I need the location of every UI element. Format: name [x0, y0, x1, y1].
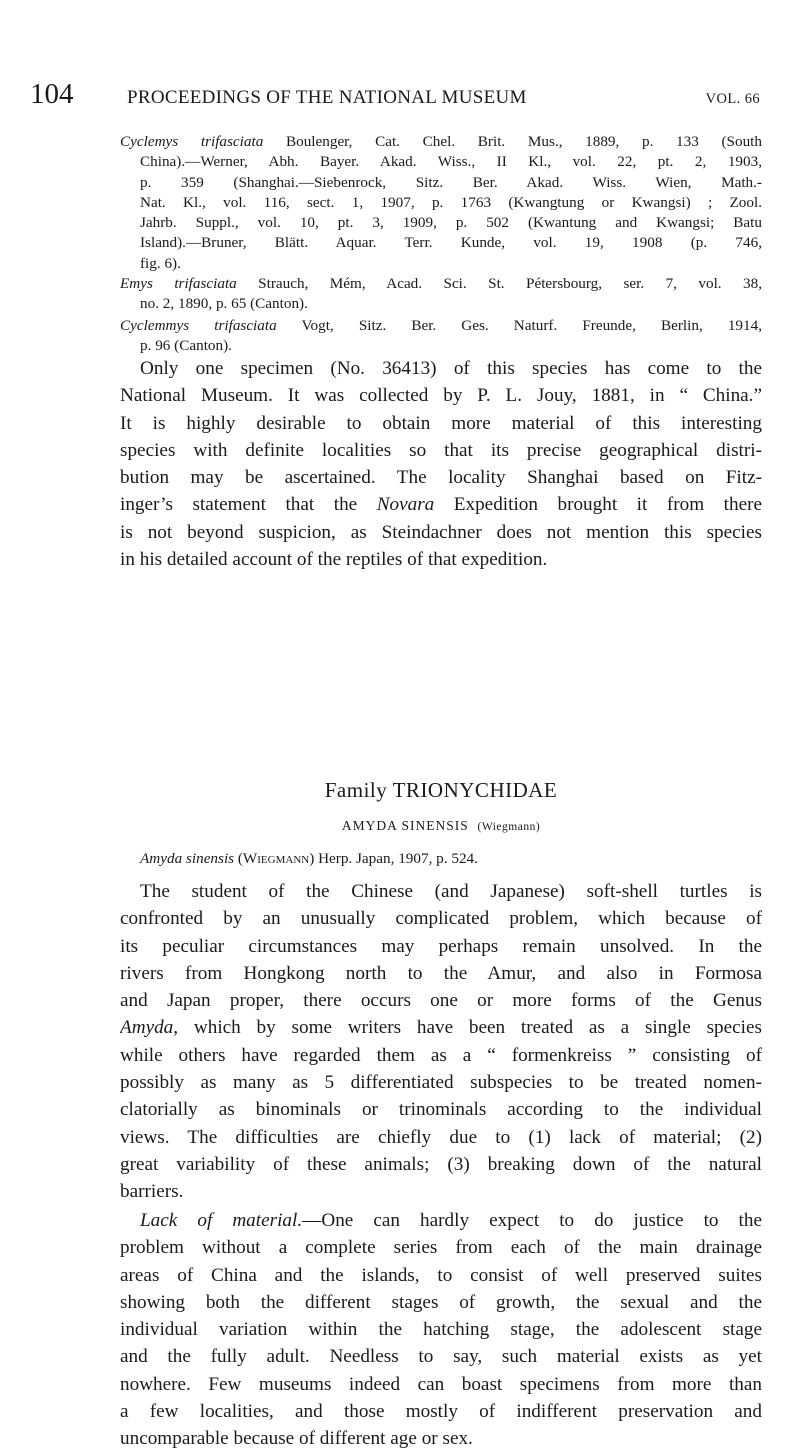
text-line: clatorially as binominals or trinominals according to the individual	[120, 1099, 762, 1121]
text-line: its peculiar circumstances may perhaps remain unsolved. In the	[120, 935, 762, 957]
synonymy-line: Nat. Kl., vol. 116, sect. 1, 1907, p. 1763 (Kwangtung or Kwangsi) ; Zool.	[140, 193, 762, 211]
synonymy-line: Island).—Bruner, Blätt. Aquar. Terr. Kunde, vol. 19, 1908 (p. 746,	[140, 234, 762, 252]
synonymy-entry-emys	[120, 274, 762, 315]
synonymy-text: Strauch, Mém, Acad. Sci. St. Pétersbourg, ser. 7, vol. 38,	[236, 275, 762, 292]
species-name: AMYDA SINENSIS	[341, 818, 469, 833]
text-line: species with definite localities so that its precise geographical distri-	[120, 439, 762, 461]
text-line: and Japan proper, there occurs one or more forms of the Genus	[120, 990, 762, 1012]
species-author: (Wiegmann)	[477, 821, 541, 833]
synonymy-line	[120, 132, 762, 152]
page-number: 104	[30, 78, 74, 110]
text-line	[120, 1014, 762, 1041]
synonymy-entry-cyclemmys	[120, 316, 762, 357]
taxon-name: Amyda sinensis	[140, 850, 235, 867]
text-line: great variability of these animals; (3) breaking down of the natural	[120, 1153, 762, 1175]
citation-text: Herp. Japan, 1907, p. 524.	[314, 850, 478, 867]
text-line: possibly as many as 5 differentiated subspecies to be treated nomen-	[120, 1072, 762, 1094]
section-lead: Lack of material.	[140, 1210, 303, 1231]
text-line: individual variation within the hatching stage, the adolescent stage	[120, 1319, 762, 1341]
text-line: uncomparable because of different age or sex.	[120, 1428, 473, 1450]
synonymy-line: no. 2, 1890, p. 65 (Canton).	[140, 295, 308, 313]
paragraph-problem	[120, 878, 762, 1206]
synonymy-line	[120, 274, 762, 294]
text-span: , which by some writers have been treated as a single species	[173, 1017, 762, 1039]
genus-name: Amyda	[120, 1017, 174, 1039]
family-heading: Family TRIONYCHIDAE	[324, 778, 558, 802]
synonymy-line: fig. 6).	[140, 254, 181, 272]
synonymy-line: Jahrb. Suppl., vol. 10, pt. 3, 1909, p. 502 (Kwantung and Kwangsi; Batu	[140, 214, 762, 232]
text-line	[120, 491, 762, 518]
synonymy-line: p. 96 (Canton).	[140, 337, 232, 355]
ship-name: Novara	[376, 494, 435, 516]
text-line: views. The difficulties are chiefly due to (1) lack of material; (2)	[120, 1126, 762, 1148]
synonymy-line: p. 359 (Shanghai.—Siebenrock, Sitz. Ber. Akad. Wiss. Wien, Math.-	[140, 173, 762, 191]
taxon-name: Cyclemmys trifasciata	[120, 317, 277, 334]
species-citation	[140, 849, 478, 869]
synonymy-entry-cyclemys	[120, 132, 762, 274]
text-line: The student of the Chinese (and Japanese) soft-shell turtles is	[140, 881, 762, 902]
volume-label: VOL. 66	[705, 91, 760, 107]
text-line: It is highly desirable to obtain more material of this interesting	[120, 412, 762, 434]
synonymy-text: Boulenger, Cat. Chel. Brit. Mus., 1889, p. 133 (South	[263, 133, 762, 150]
text-line	[120, 1207, 762, 1234]
citation-author: (Wiegmann)	[234, 850, 315, 867]
text-line: rivers from Hongkong north to the Amur, and also in Formosa	[120, 962, 762, 984]
paragraph-lack-of-material	[120, 1207, 762, 1453]
synonymy-text: Vogt, Sitz. Ber. Ges. Naturf. Freunde, Berlin, 1914,	[276, 317, 762, 334]
text-line: confronted by an unusually complicated problem, which because of	[120, 908, 762, 930]
text-line: showing both the different stages of growth, the sexual and the	[120, 1291, 762, 1313]
synonymy-line: China).—Werner, Abh. Bayer. Akad. Wiss., II Kl., vol. 22, pt. 2, 1903,	[140, 153, 762, 171]
text-line: bution may be ascertained. The locality Shanghai based on Fitz-	[120, 467, 762, 489]
text-line: a few localities, and those mostly of indifferent preservation and	[120, 1401, 762, 1423]
journal-title: PROCEEDINGS OF THE NATIONAL MUSEUM	[127, 87, 527, 108]
text-span: inger’s statement that the	[120, 494, 377, 516]
text-line: nowhere. Few museums indeed can boast specimens from more than	[120, 1373, 762, 1395]
running-head	[30, 78, 760, 118]
text-line: is not beyond suspicion, as Steindachner does not mention this species	[120, 521, 762, 543]
taxon-name: Emys trifasciata	[120, 275, 237, 292]
text-line: and the fully adult. Needless to say, such material exists as yet	[120, 1346, 762, 1368]
text-line: National Museum. It was collected by P. L. Jouy, 1881, in “ China.”	[120, 385, 762, 407]
text-line: in his detailed account of the reptiles of that expedition.	[120, 549, 548, 571]
text-line: Only one specimen (No. 36413) of this species has come to the	[140, 358, 762, 379]
text-span: Expedition brought it from there	[434, 494, 762, 516]
paragraph-specimen	[120, 355, 762, 573]
species-heading	[120, 818, 762, 834]
text-line: areas of China and the islands, to consist of well preserved suites	[120, 1264, 762, 1286]
text-span: —One can hardly expect to do justice to the	[302, 1210, 762, 1231]
taxon-name: Cyclemys trifasciata	[120, 133, 264, 150]
text-line: while others have regarded them as a “ formenkreiss ” consisting of	[120, 1044, 762, 1066]
synonymy-line	[120, 316, 762, 336]
text-line: barriers.	[120, 1181, 184, 1203]
text-line: problem without a complete series from each of the main drainage	[120, 1237, 762, 1259]
